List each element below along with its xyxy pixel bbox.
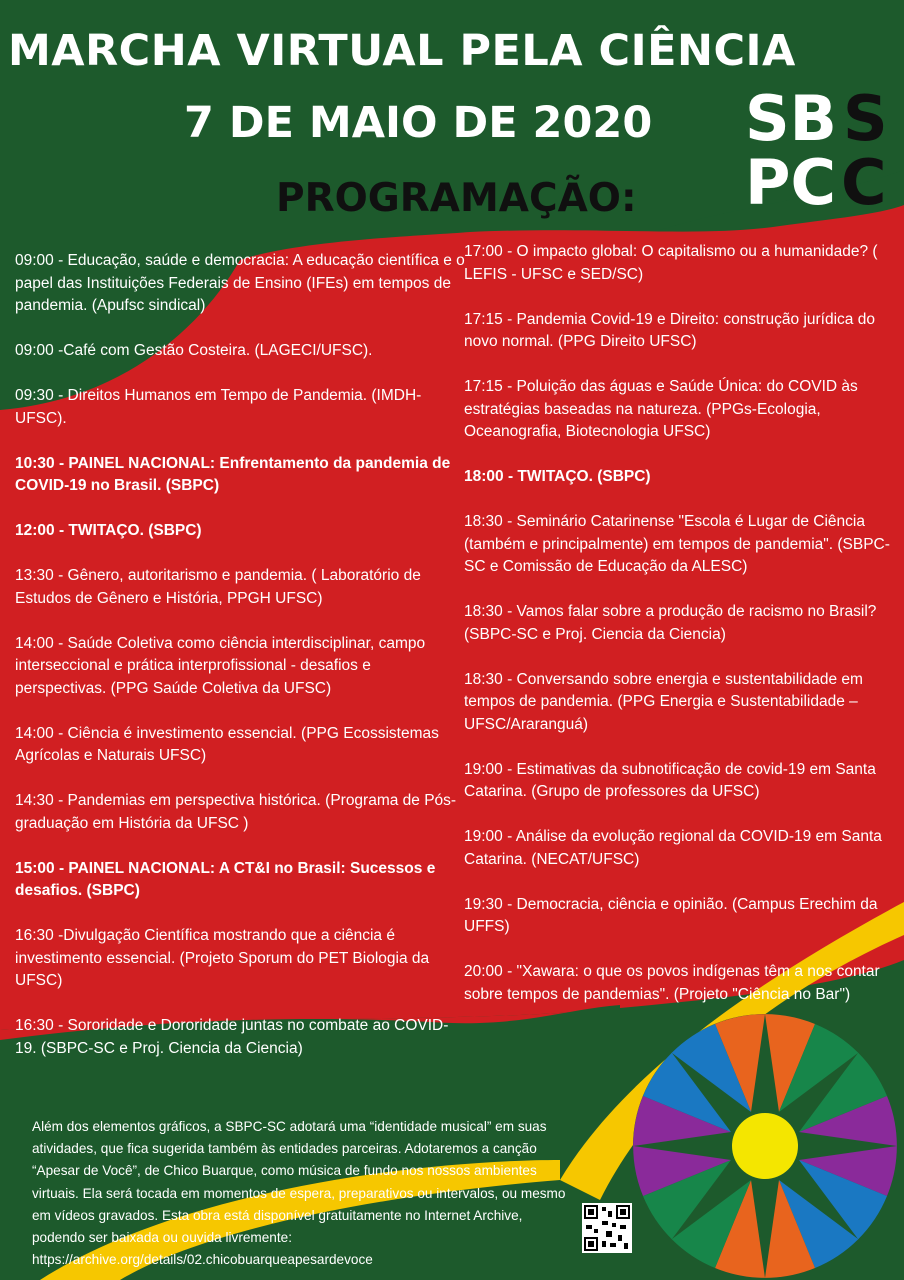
qr-code-icon <box>582 1203 632 1253</box>
event-title: MARCHA VIRTUAL PELA CIÊNCIA <box>8 26 796 76</box>
section-heading: PROGRAMAÇÃO: <box>276 176 637 221</box>
schedule-item: 19:00 - Estimativas da subnotificação de covid-19 em Santa Catarina. (Grupo de professores da UFSC) <box>464 760 876 800</box>
schedule-item: 18:30 - Conversando sobre energia e sustentabilidade em tempos de pandemia. (PPG Energia e Sustentabilidade – UFSC/Araranguá) <box>464 670 863 733</box>
schedule-item: 09:30 - Direitos Humanos em Tempo de Pandemia. (IMDH-UFSC). <box>15 387 422 427</box>
schedule-item: 09:00 -Café com Gestão Costeira. (LAGECI/UFSC). <box>15 342 373 359</box>
schedule-right-column <box>464 241 900 1029</box>
schedule-item: 13:30 - Gênero, autoritarismo e pandemia. ( Laboratório de Estudos de Gênero e História, PPGH UFSC) <box>15 567 421 607</box>
schedule-item: 10:30 - PAINEL NACIONAL: Enfrentamento da pandemia de COVID-19 no Brasil. (SBPC) <box>15 454 451 494</box>
logo-part-4: C <box>841 146 887 219</box>
schedule-item: 18:00 - TWITAÇO. (SBPC) <box>464 468 651 485</box>
schedule-item: 09:00 - Educação, saúde e democracia: A educação científica e o papel das Instituições Federais de Ensino (IFEs) em tempos de pandemia. (Apufsc sindical) <box>15 252 465 314</box>
schedule-item: 14:30 - Pandemias em perspectiva histórica. (Programa de Pós-graduação em História da UFSC ) <box>15 792 457 832</box>
footer-note: Além dos elementos gráficos, a SBPC-SC adotará uma “identidade musical” em suas atividades, que fica sugerida também às entidades parceiras. Adotaremos a canção “Apesar de Você”, de Chico Buarque, como música de fundo nos nossos ambientes virtuais. Ela será tocada em momentos de espera, preparativos ou intervalos, ou mesmo em vídeos gravados. Esta obra está disponível gratuitamente no Internet Archive, podendo ser baixada ou ouvida livremente: https://archive.org/details/02.chicobuarqueapesardevoce <box>32 1119 566 1268</box>
schedule-item: 19:30 - Democracia, ciência e opinião. (Campus Erechim da UFFS) <box>464 895 878 935</box>
schedule-item: 18:30 - Seminário Catarinense "Escola é Lugar de Ciência (também e principalmente) em tempos de pandemia". (SBPC-SC e Comissão de Educação da ALESC) <box>464 513 890 575</box>
logo-part-1: SB <box>745 82 837 155</box>
logo-part-3: PC <box>745 146 836 219</box>
event-date: 7 DE MAIO DE 2020 <box>184 98 653 148</box>
schedule-item: 17:00 - O impacto global: O capitalismo ou a humanidade? ( LEFIS - UFSC e SED/SC) <box>464 243 878 283</box>
schedule-item: 14:00 - Saúde Coletiva como ciência interdisciplinar, campo interseccional e prática interprofissional - desafios e perspectivas. (PPG Saúde Coletiva da UFSC) <box>15 634 426 697</box>
schedule-item: 18:30 - Vamos falar sobre a produção de racismo no Brasil? (SBPC-SC e Proj. Ciencia da Ciencia) <box>464 603 877 643</box>
logo-part-2: S <box>843 82 888 155</box>
schedule-item: 16:30 -Divulgação Científica mostrando que a ciência é investimento essencial. (Projeto Sporum do PET Biologia da UFSC) <box>15 927 430 989</box>
schedule-item: 17:15 - Poluição das águas e Saúde Única: do COVID às estratégias baseadas na natureza. (PPGs-Ecologia, Oceanografia, Biotecnologia UFSC) <box>464 378 858 440</box>
sbpc-logo <box>745 82 888 219</box>
schedule-left-column <box>15 250 465 1083</box>
schedule-item: 17:15 - Pandemia Covid-19 e Direito: construção jurídica do novo normal. (PPG Direito UFSC) <box>464 310 875 350</box>
schedule-item: 20:00 - "Xawara: o que os povos indígenas têm a nos contar sobre tempos de pandemias". (Projeto "Ciência no Bar") <box>464 963 880 1003</box>
schedule-item: 14:00 - Ciência é investimento essencial. (PPG Ecossistemas Agrícolas e Naturais UFSC) <box>15 724 439 764</box>
schedule-item: 15:00 - PAINEL NACIONAL: A CT&I no Brasil: Sucessos e desafios. (SBPC) <box>15 859 436 899</box>
schedule-item: 16:30 - Sororidade e Dororidade juntas no combate ao COVID-19. (SBPC-SC e Proj. Ciencia da Ciencia) <box>15 1017 449 1057</box>
star-wheel-emblem <box>628 1012 902 1280</box>
schedule-item: 12:00 - TWITAÇO. (SBPC) <box>15 522 202 539</box>
schedule-item: 19:00 - Análise da evolução regional da COVID-19 em Santa Catarina. (NECAT/UFSC) <box>464 828 882 868</box>
